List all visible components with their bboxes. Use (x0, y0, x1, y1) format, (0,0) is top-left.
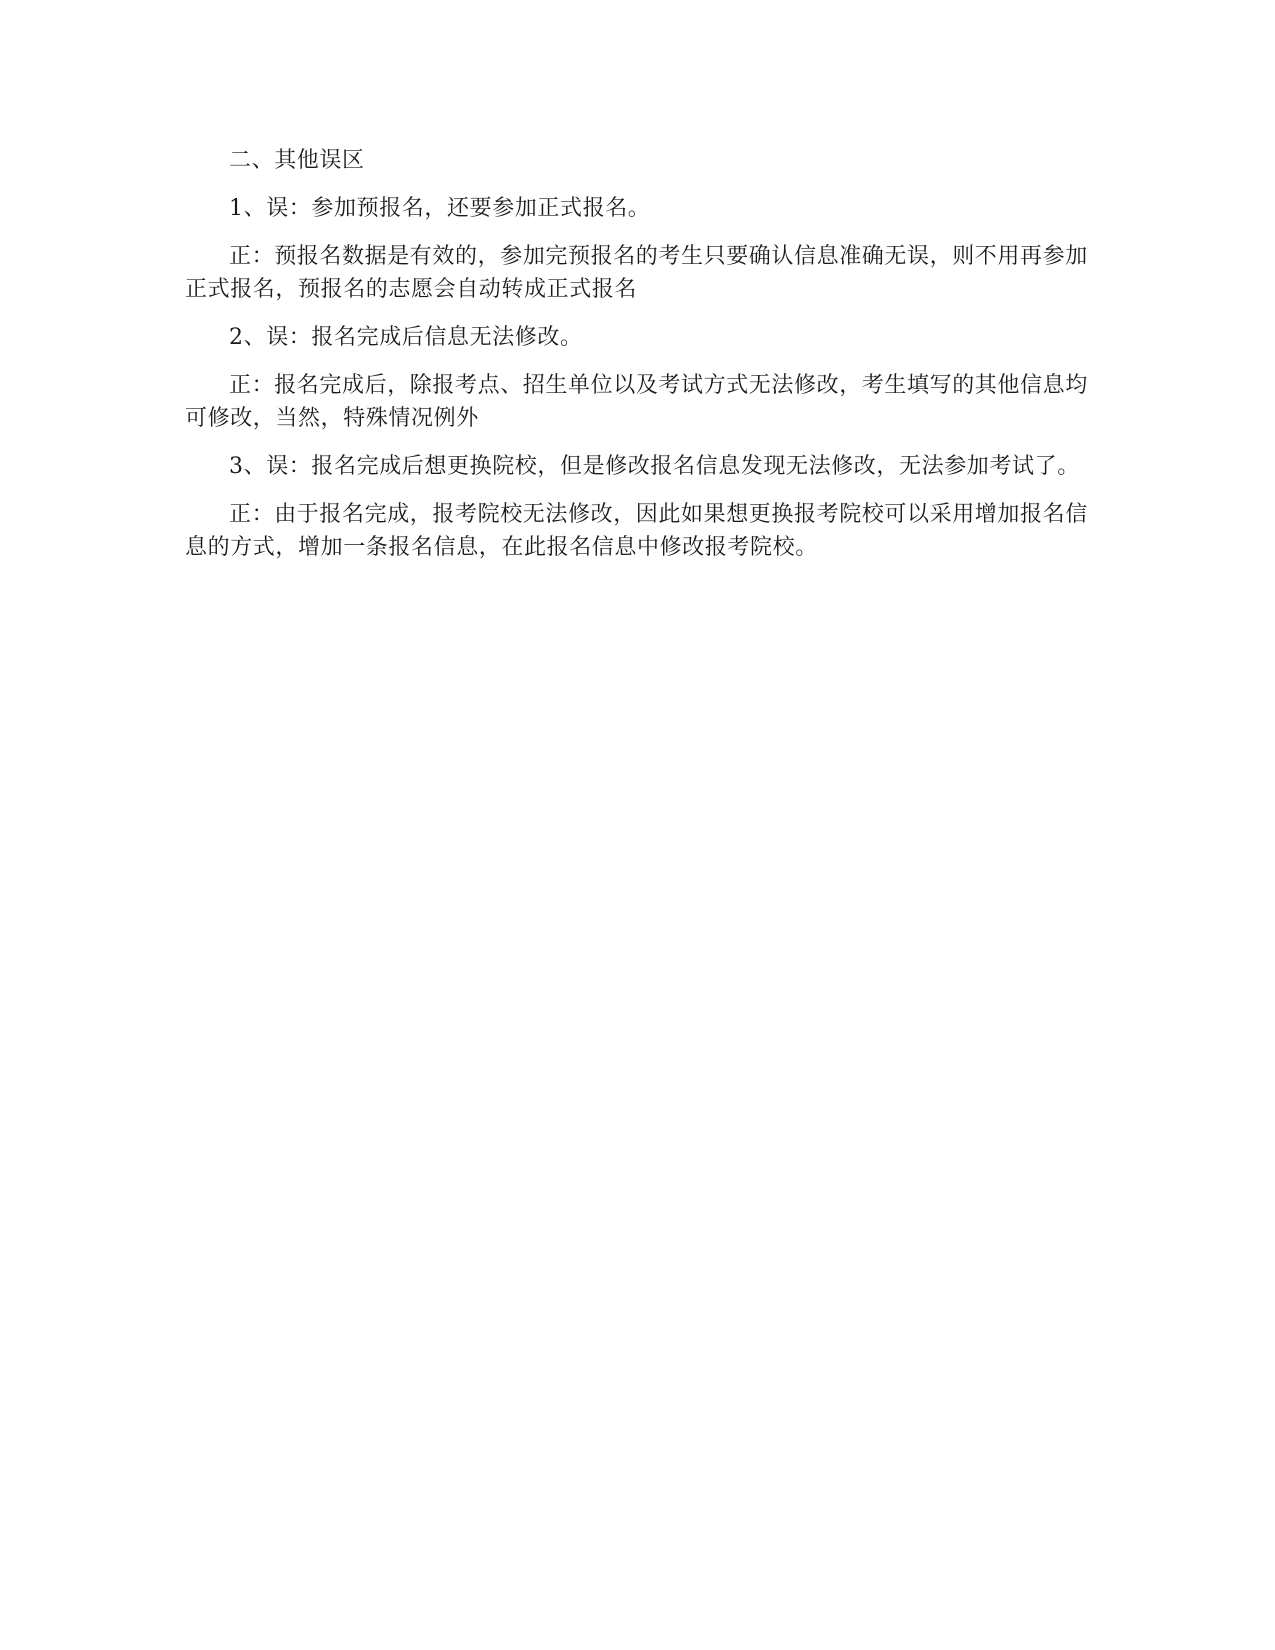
correction-1: 正：预报名数据是有效的，参加完预报名的考生只要确认信息准确无误，则不用再参加正式报名，预报名的志愿会自动转成正式报名 (185, 244, 1088, 302)
correction-2: 正：报名完成后，除报考点、招生单位以及考试方式无法修改，考生填写的其他信息均可修改，当然，特殊情况例外 (185, 373, 1088, 431)
myth-1: 1、误：参加预报名，还要参加正式报名。 (229, 196, 651, 221)
correction-3: 正：由于报名完成，报考院校无法修改，因此如果想更换报考院校可以采用增加报名信息的方式，增加一条报名信息，在此报名信息中修改报考院校。 (185, 502, 1088, 560)
document-body (185, 144, 1090, 579)
section-heading: 二、其他误区 (229, 148, 365, 173)
myth-2: 2、误：报名完成后信息无法修改。 (229, 325, 583, 350)
myth-3: 3、误：报名完成后想更换院校，但是修改报名信息发现无法修改，无法参加考试了。 (229, 454, 1080, 479)
